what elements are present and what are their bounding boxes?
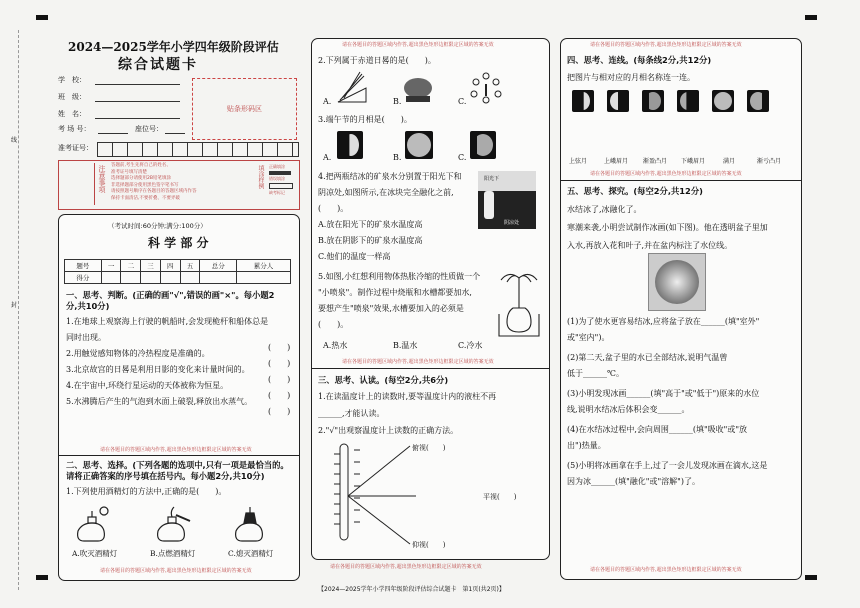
section-divider bbox=[560, 180, 801, 181]
exam-info: （考试时间:60分钟;满分:100分） bbox=[108, 222, 207, 230]
moon-phase-icon bbox=[747, 90, 769, 112]
moon-phase-icon bbox=[677, 90, 699, 112]
moon-half-icon bbox=[337, 131, 363, 159]
school-label: 学 校： bbox=[58, 76, 86, 84]
question-text: 低于______℃。 bbox=[567, 369, 624, 378]
paragraph-line: 水结冰了,冰融化了。 bbox=[567, 205, 642, 214]
q5-option-a[interactable]: A.热水 bbox=[323, 341, 348, 350]
score-cell[interactable] bbox=[160, 272, 180, 284]
question-text: 1.在读温度计上的读数时,要等温度计内的液柱不再 bbox=[318, 392, 497, 401]
science-title: 科 学 部 分 bbox=[148, 236, 209, 250]
corner-mark bbox=[805, 15, 817, 20]
answer-blank[interactable]: ( ) bbox=[268, 407, 291, 416]
notice-line: 选择题部分请使用2B铅笔填涂 bbox=[111, 176, 171, 181]
page-title: 2024—2025学年小学四年级阶段评估 bbox=[68, 40, 279, 54]
question-4 bbox=[318, 171, 462, 262]
image-label: 阴凉处 bbox=[504, 220, 520, 226]
question-text: "小喷泉"。制作过程中烧瓶和水槽都要加水, bbox=[318, 288, 472, 297]
moon-phase-icon bbox=[712, 90, 734, 112]
question-option[interactable]: A.放在阳光下的矿泉水温度高 bbox=[318, 220, 423, 229]
question-text: 5.水沸腾后产生的气泡到水面上破裂,释放出水蒸气。 bbox=[66, 397, 253, 406]
lamp-c-icon bbox=[236, 507, 263, 541]
view-level[interactable]: 平视( ) bbox=[483, 493, 517, 501]
fountain-image bbox=[495, 268, 543, 340]
warning-text: 请在各题目的答题区域内作答,超出黑色矩形边框限定区域的答案无效 bbox=[330, 564, 482, 570]
score-cell[interactable] bbox=[141, 272, 161, 284]
notice-id-box bbox=[61, 163, 95, 205]
question-text: 2."√"出观察温度计上读数的正确方法。 bbox=[318, 426, 459, 435]
warning-text: 请在各题目的答题区域内作答,超出黑色矩形边框限定区域的答案无效 bbox=[100, 568, 252, 574]
ice-dish-icon bbox=[655, 260, 699, 304]
binding-mark: 封 bbox=[11, 302, 18, 309]
notice-line: 保持卡面清洁,不要折叠、不要弄破 bbox=[111, 195, 180, 201]
corner-mark bbox=[805, 575, 817, 580]
moon-full-icon bbox=[405, 131, 433, 159]
view-top[interactable]: 俯视( ) bbox=[412, 444, 446, 452]
notice-box bbox=[58, 160, 300, 210]
question-text: 3.北京故宫的日晷是利用日影的变化来计量时间的。 bbox=[66, 365, 250, 374]
fill-example bbox=[269, 164, 293, 196]
student-fields bbox=[58, 75, 86, 126]
warning-text: 请在各题目的答题区域内作答,超出黑色矩形边框限定区域的答案无效 bbox=[342, 42, 494, 48]
moon-name[interactable]: 渐盈凸月 bbox=[643, 158, 668, 165]
question-text: 或"室内")。 bbox=[567, 333, 610, 342]
moon-name[interactable]: 满月 bbox=[723, 158, 736, 165]
question-text: (1)为了使水更容易结冰,应将盆子放在______(填"室外" bbox=[567, 317, 760, 326]
notice-line: 请按照题号顺序在各题目的答题区域内作答 bbox=[111, 189, 197, 194]
sundial-c-icon bbox=[471, 73, 501, 103]
question-text: 同时出现。 bbox=[66, 333, 106, 342]
score-row bbox=[65, 272, 291, 284]
question-text: 1.在地球上观察海上行驶的帆船时,会发现桅杆和船体总是 bbox=[66, 317, 269, 326]
score-header: 题号 bbox=[65, 260, 102, 272]
id-boxes[interactable] bbox=[97, 142, 299, 157]
section3-title: 三、思考、认读。(每空2分,共6分) bbox=[318, 375, 449, 385]
score-cell[interactable] bbox=[180, 272, 200, 284]
notice-line: 答题前,考生先将自己的姓名、 bbox=[111, 163, 171, 168]
section2-title: 请将正确答案的序号填在括号内。每小题2分,共10分) bbox=[66, 471, 265, 481]
fill-example-label: 填涂样例 bbox=[257, 165, 264, 189]
score-cell[interactable] bbox=[200, 272, 237, 284]
question-text: 因为冰______(填"融化"或"溶解")了。 bbox=[567, 477, 700, 486]
warning-text: 请在各题目的答题区域内作答,超出黑色矩形边框限定区域的答案无效 bbox=[590, 42, 742, 48]
section4-title: 四、思考、连线。(每条线2分,共12分) bbox=[567, 55, 712, 65]
thermometer-image bbox=[320, 440, 440, 550]
question-text: (4)在水结冰过程中,会向周围______(填"吸收"或"放 bbox=[567, 425, 748, 434]
question-5 bbox=[318, 271, 480, 330]
room-field[interactable] bbox=[98, 133, 128, 134]
score-header: 二 bbox=[121, 260, 141, 272]
sundial-b-icon bbox=[404, 78, 432, 102]
option-c[interactable]: C.熄灭酒精灯 bbox=[228, 549, 274, 558]
question-option[interactable]: B.放在阴影下的矿泉水温度高 bbox=[318, 236, 423, 245]
warning-text: 请在各题目的答题区域内作答,超出黑色矩形边框限定区域的答案无效 bbox=[100, 447, 252, 453]
lamp-b-icon bbox=[158, 507, 190, 541]
score-cell[interactable] bbox=[237, 272, 291, 284]
bottle-image bbox=[478, 171, 536, 229]
school-field[interactable] bbox=[95, 84, 180, 85]
q3-option-b[interactable]: B. bbox=[393, 153, 402, 162]
answer-blank[interactable]: ( ) bbox=[268, 359, 291, 368]
seat-field[interactable] bbox=[165, 133, 185, 134]
score-cell[interactable] bbox=[121, 272, 141, 284]
moon-name[interactable]: 渐亏凸月 bbox=[757, 158, 782, 165]
notice-text bbox=[111, 163, 197, 202]
warning-text: 请在各题目的答题区域内作答,超出黑色矩形边框限定区域的答案无效 bbox=[590, 567, 742, 573]
q2-option-c[interactable]: C. bbox=[458, 97, 467, 106]
moon-name[interactable]: 上弦月 bbox=[569, 158, 588, 165]
option-b[interactable]: B.点燃酒精灯 bbox=[150, 549, 196, 558]
question-text: 3.端午节的月相是( )。 bbox=[318, 115, 412, 124]
score-cell[interactable] bbox=[101, 272, 121, 284]
section1 bbox=[66, 290, 294, 407]
q3-option-a[interactable]: A. bbox=[323, 153, 332, 162]
paragraph-line: 寒潮来袭,小明尝试制作冰画(如下图)。他在透明盆子里加 bbox=[567, 223, 768, 232]
question-text: ( )。 bbox=[318, 320, 349, 329]
seat-label: 座位号： bbox=[135, 125, 163, 133]
warning-text: 请在各题目的答题区域内作答,超出黑色矩形边框限定区域的答案无效 bbox=[590, 171, 742, 177]
barcode-label: 贴条形码区 bbox=[227, 105, 262, 113]
section5-intro bbox=[567, 204, 768, 251]
fill-seal: 缺考标记 bbox=[269, 190, 285, 195]
lamp-a-icon bbox=[78, 507, 108, 541]
sundial-a-icon bbox=[338, 72, 366, 102]
moon-name[interactable]: 下峨眉月 bbox=[681, 158, 706, 165]
fill-wrong: 错误填涂 bbox=[269, 176, 285, 181]
lamp-images bbox=[70, 505, 290, 545]
notice-label: 注意事项 bbox=[98, 165, 106, 193]
score-header: 总分 bbox=[200, 260, 237, 272]
view-bottom[interactable]: 仰视( ) bbox=[412, 541, 446, 549]
ice-painting-image bbox=[648, 253, 706, 311]
class-field[interactable] bbox=[95, 101, 180, 102]
section5-questions bbox=[567, 316, 767, 487]
id-label: 准考证号： bbox=[58, 144, 93, 152]
question-text: (5)小明将冰画拿在手上,过了一会儿发现冰画在滴水,这是 bbox=[567, 461, 768, 470]
question-text: 2.下列属于赤道日晷的是( )。 bbox=[318, 56, 436, 65]
answer-blank[interactable]: ( ) bbox=[268, 343, 291, 352]
answer-blank[interactable]: ( ) bbox=[268, 375, 291, 384]
notice-line: 非选择题部分使用黑色签字笔书写 bbox=[111, 182, 179, 188]
page-footer: 【2024—2025学年小学四年级阶段评估综合试题卡 第1页(共2页)】 bbox=[318, 586, 505, 593]
question-text: 4.在宇宙中,环绕行星运动的天体被称为恒星。 bbox=[66, 381, 229, 390]
question-text: ______,才能认读。 bbox=[318, 409, 385, 418]
class-label: 班 级： bbox=[58, 93, 86, 101]
score-row-label: 得分 bbox=[65, 272, 102, 284]
moon-gibbous-icon bbox=[470, 131, 496, 159]
section5-title: 五、思考、探究。(每空2分,共12分) bbox=[567, 186, 703, 196]
option-a[interactable]: A.吹灭酒精灯 bbox=[72, 549, 118, 558]
bottle-icon bbox=[484, 191, 494, 219]
fill-sample-icon bbox=[269, 171, 291, 175]
question-text: 4.把两瓶结冰的矿泉水分别置于阳光下和 bbox=[318, 172, 462, 181]
moon-phase-icon bbox=[607, 90, 629, 112]
barcode-area bbox=[192, 78, 297, 140]
q2-option-b[interactable]: B. bbox=[393, 97, 402, 106]
fill-wrong-icon bbox=[269, 183, 293, 189]
moon-name[interactable]: 上峨眉月 bbox=[604, 158, 629, 165]
score-header: 五 bbox=[180, 260, 200, 272]
name-field[interactable] bbox=[95, 118, 180, 119]
question-text: 2.用触觉感知物体的冷热程度是准确的。 bbox=[66, 349, 210, 358]
question-text: 线,说明水结冰后体积会变______。 bbox=[567, 405, 690, 414]
fill-correct: 正确填涂 bbox=[269, 164, 285, 169]
score-header: 累分人 bbox=[237, 260, 291, 272]
q5-option-c[interactable]: C.冷水 bbox=[458, 341, 483, 350]
page-subtitle: 综合试题卡 bbox=[118, 57, 198, 73]
question-text: 阴凉处,如图所示,在冰块完全融化之前, bbox=[318, 188, 454, 197]
question-text: (2)第二天,盆子里的水已全部结冰,说明气温曾 bbox=[567, 353, 728, 362]
binding-line bbox=[18, 30, 19, 590]
question-text: 5.如图,小红想利用物体热胀冷缩的性质做一个 bbox=[318, 272, 481, 281]
moon-phase-icon bbox=[642, 90, 664, 112]
question-text: 1.下列使用酒精灯的方法中,正确的是( )。 bbox=[66, 487, 227, 496]
section2 bbox=[66, 460, 294, 497]
room-label: 考 场 号： bbox=[58, 125, 91, 133]
sundial-images bbox=[336, 70, 536, 106]
q3-option-c[interactable]: C. bbox=[458, 153, 467, 162]
moon-row bbox=[572, 90, 796, 114]
score-header: 一 bbox=[101, 260, 121, 272]
binding-mark: 线 bbox=[11, 137, 18, 144]
section1-title: 一、思考、判断。(正确的画"√",错误的画"×"。每小题2 bbox=[66, 290, 275, 300]
q5-option-b[interactable]: B.温水 bbox=[393, 341, 418, 350]
question-text: (3)小明发现冰画______(填"高于"或"低于")原来的水位 bbox=[567, 389, 760, 398]
question-text: 把图片与相对应的月相名称连一连。 bbox=[567, 73, 695, 82]
section-divider bbox=[311, 368, 549, 369]
paragraph-line: 入水,再放入花和叶子,并在盆内标注了水位线。 bbox=[567, 241, 733, 250]
section1-title: 分,共10分) bbox=[66, 301, 110, 311]
question-text: ( )。 bbox=[318, 204, 349, 213]
score-table bbox=[64, 259, 291, 284]
question-option[interactable]: C.他们的温度一样高 bbox=[318, 252, 391, 261]
q2-option-a[interactable]: A. bbox=[323, 97, 332, 106]
score-header: 三 bbox=[141, 260, 161, 272]
question-text: 要想产生"喷泉"效果,水槽要加入的必须是 bbox=[318, 304, 464, 313]
corner-mark bbox=[36, 575, 48, 580]
answer-blank[interactable]: ( ) bbox=[268, 391, 291, 400]
name-label: 姓 名： bbox=[58, 110, 86, 118]
corner-mark bbox=[36, 15, 48, 20]
score-header-row bbox=[65, 260, 291, 272]
image-label: 阳光下 bbox=[484, 176, 500, 182]
section2-title: 二、思考、选择。(下列各题的选项中,只有一项是最恰当的。 bbox=[66, 460, 289, 470]
warning-text: 请在各题目的答题区域内作答,超出黑色矩形边框限定区域的答案无效 bbox=[342, 359, 494, 365]
section-divider bbox=[58, 455, 299, 456]
notice-line: 准考证号填写清楚 bbox=[111, 169, 147, 175]
question-text: 出")热量。 bbox=[567, 441, 606, 450]
score-header: 四 bbox=[160, 260, 180, 272]
moon-phase-icon bbox=[572, 90, 594, 112]
